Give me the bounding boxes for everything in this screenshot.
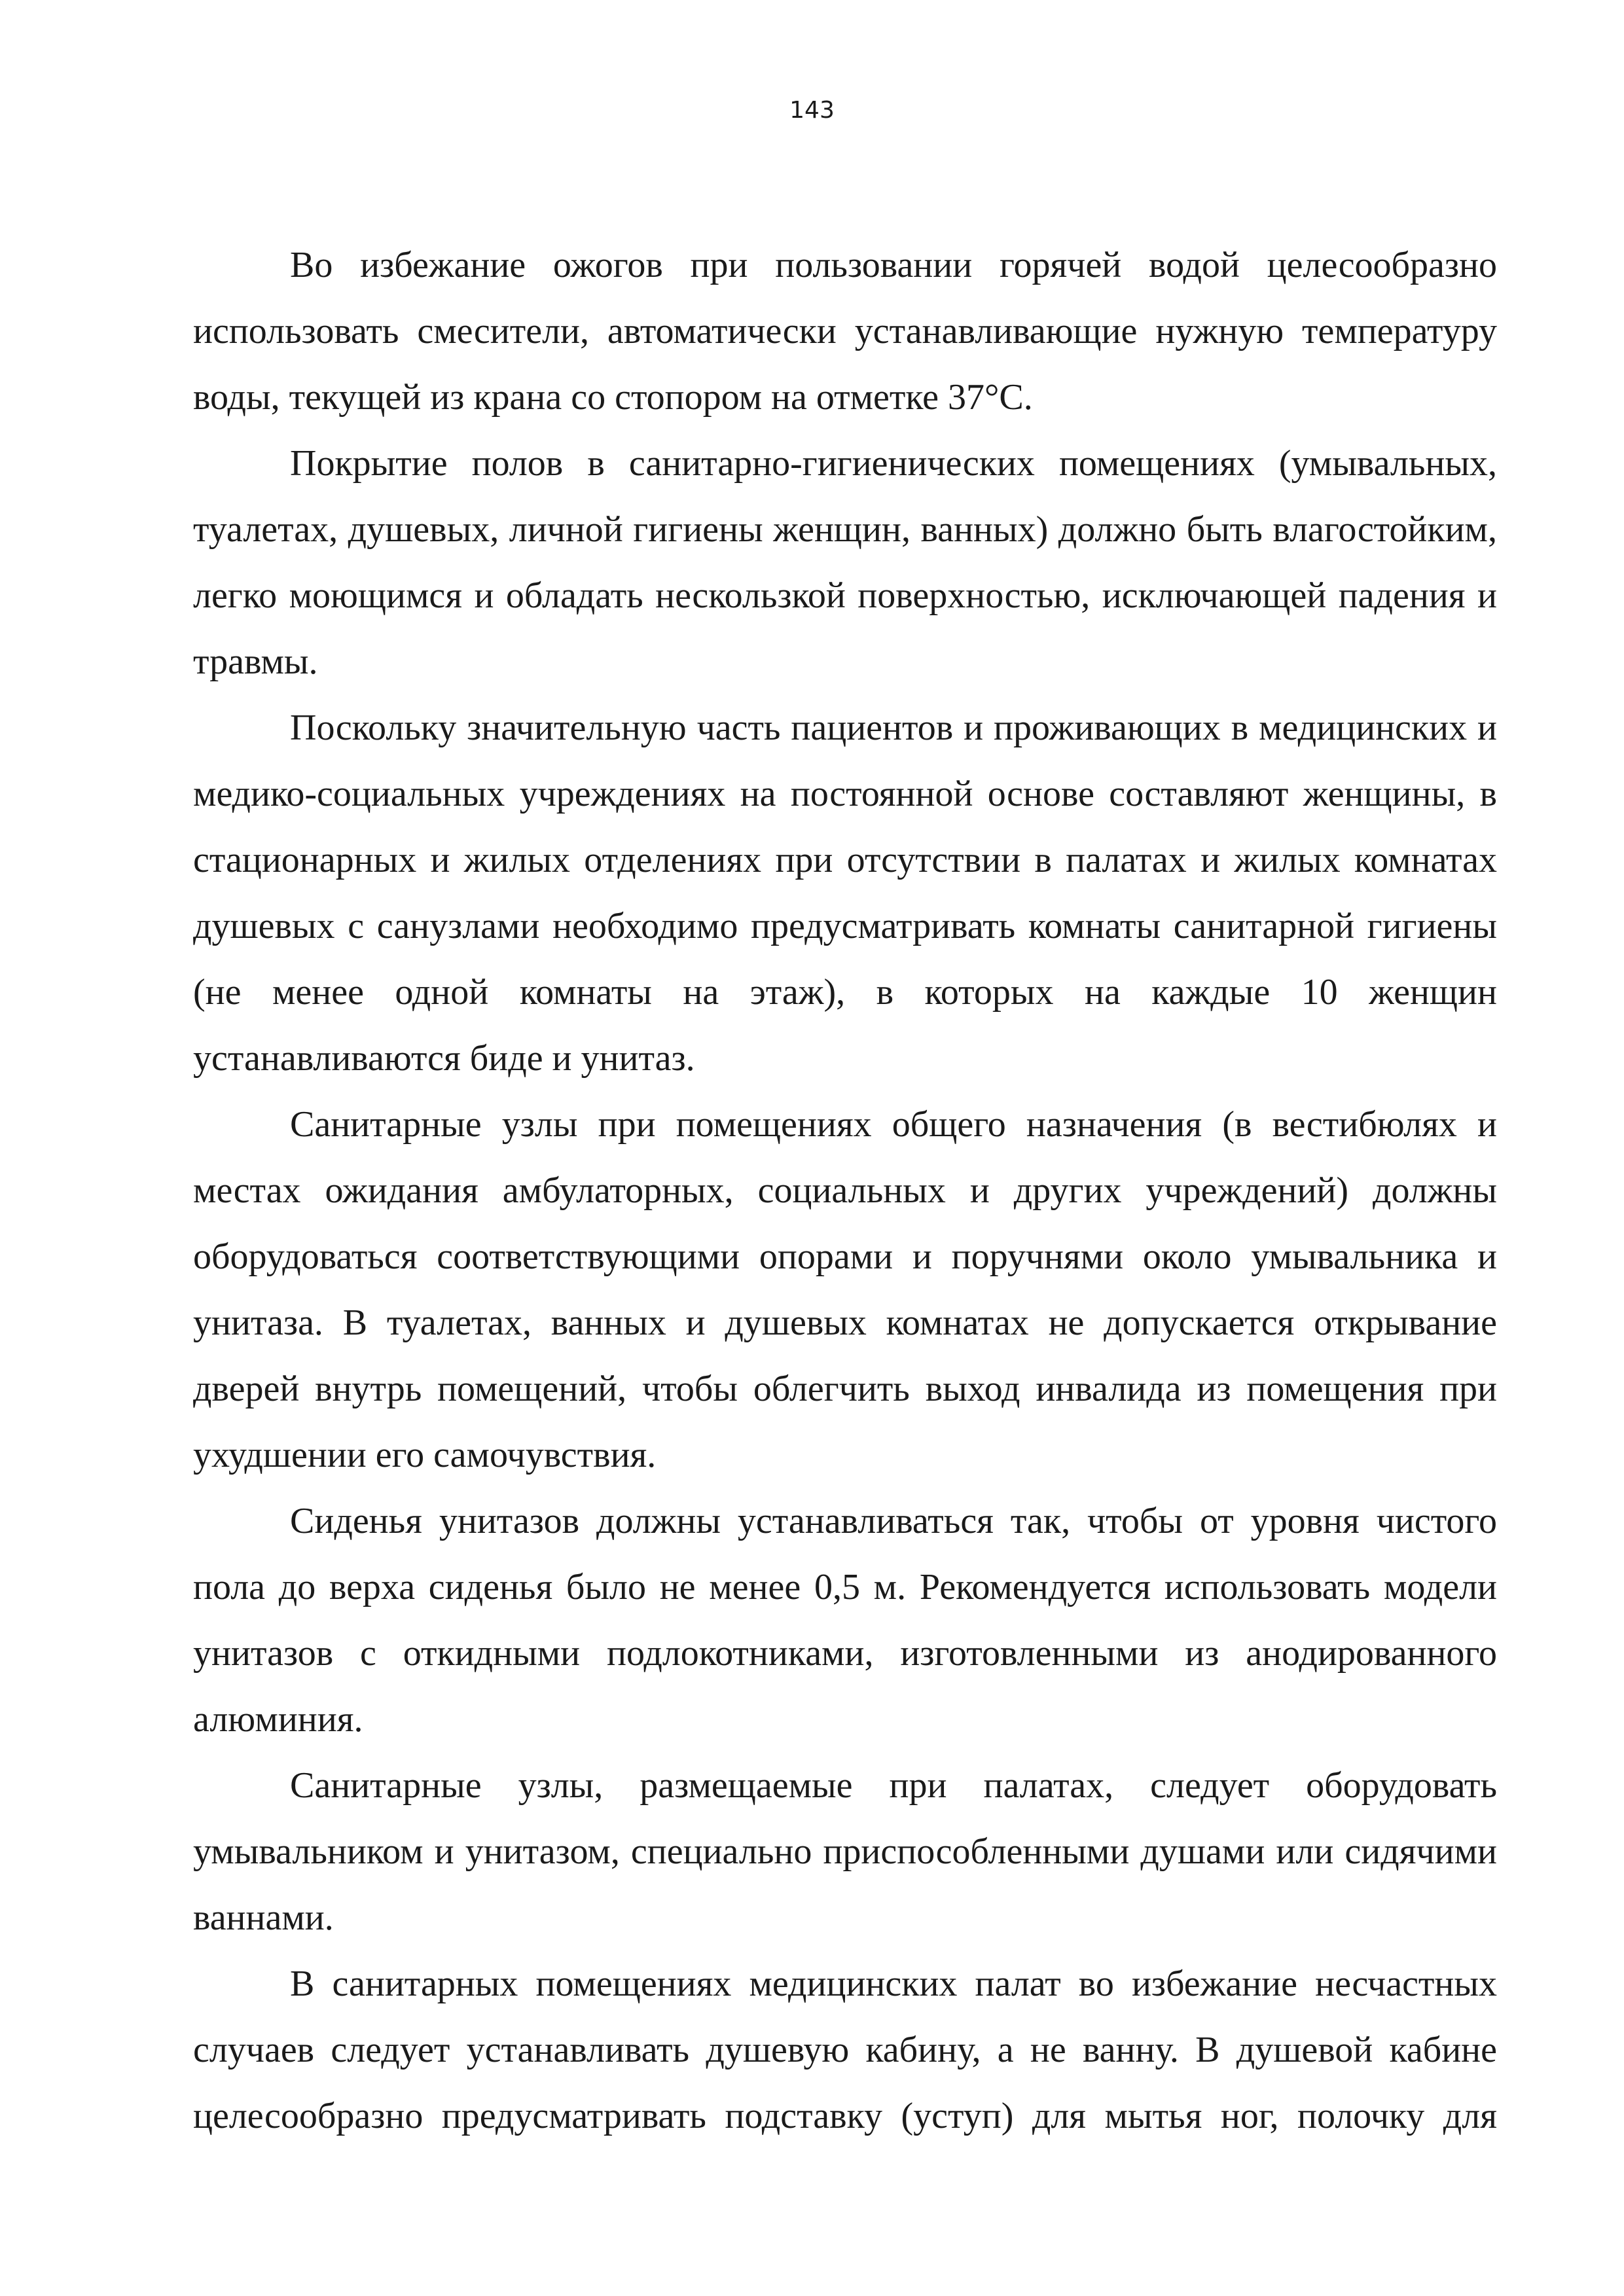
paragraph-shower-cabin: В санитарных помещениях медицинских палат во избежание несчастных случаев следует устанавливать душевую кабину, а не ванну. В душевой кабине целесообразно предусматривать подставку (уступ) для мытья ног, полочку для (193, 1964, 1497, 2136)
paragraph-public-sanitary-units: Санитарные узлы при помещениях общего назначения (в вестибюлях и местах ожидания амбулаторных, социальных и других учреждений) должны оборудоваться соответствующими опорами и поручнями около умывальника и унитаза. В туалетах, ванных и душевых комнатах не допускается открывание дверей внутрь помещений, чтобы облегчить выход инвалида из помещения при ухудшении его самочувствия. (193, 1104, 1497, 1475)
page-number: 143 (789, 97, 835, 124)
body-text (193, 232, 1497, 2149)
paragraph-floor-covering: Покрытие полов в санитарно-гигиенических помещениях (умывальных, туалетах, душевых, личной гигиены женщин, ванных) должно быть влагостойким, легко моющимся и обладать нескользкой поверхностью, исключающей падения и травмы. (193, 443, 1497, 682)
paragraph-ward-sanitary-units: Санитарные узлы, размещаемые при палатах, следует оборудовать умывальником и унитазом, специально приспособленными душами или сидячими ваннами. (193, 1765, 1497, 1938)
paragraph-sanitary-hygiene-rooms: Поскольку значительную часть пациентов и проживающих в медицинских и медико-социальных учреждениях на постоянной основе составляют женщины, в стационарных и жилых отделениях при отсутствии в палатах и жилых комнатах душевых с санузлами необходимо предусматривать комнаты санитарной гигиены (не менее одной комнаты на этаж), в которых на каждые 10 женщин устанавливаются биде и унитаз. (193, 708, 1497, 1079)
paragraph-hot-water-mixers: Во избежание ожогов при пользовании горячей водой целесообразно использовать смесители, автоматически устанавливающие нужную температуру воды, текущей из крана со стопором на отметке 37°С. (193, 245, 1497, 418)
paragraph-toilet-seats: Сиденья унитазов должны устанавливаться так, чтобы от уровня чистого пола до верха сиденья было не менее 0,5 м. Рекомендуется использовать модели унитазов с откидными подлокотниками, изготовленными из анодированного алюминия. (193, 1501, 1497, 1740)
